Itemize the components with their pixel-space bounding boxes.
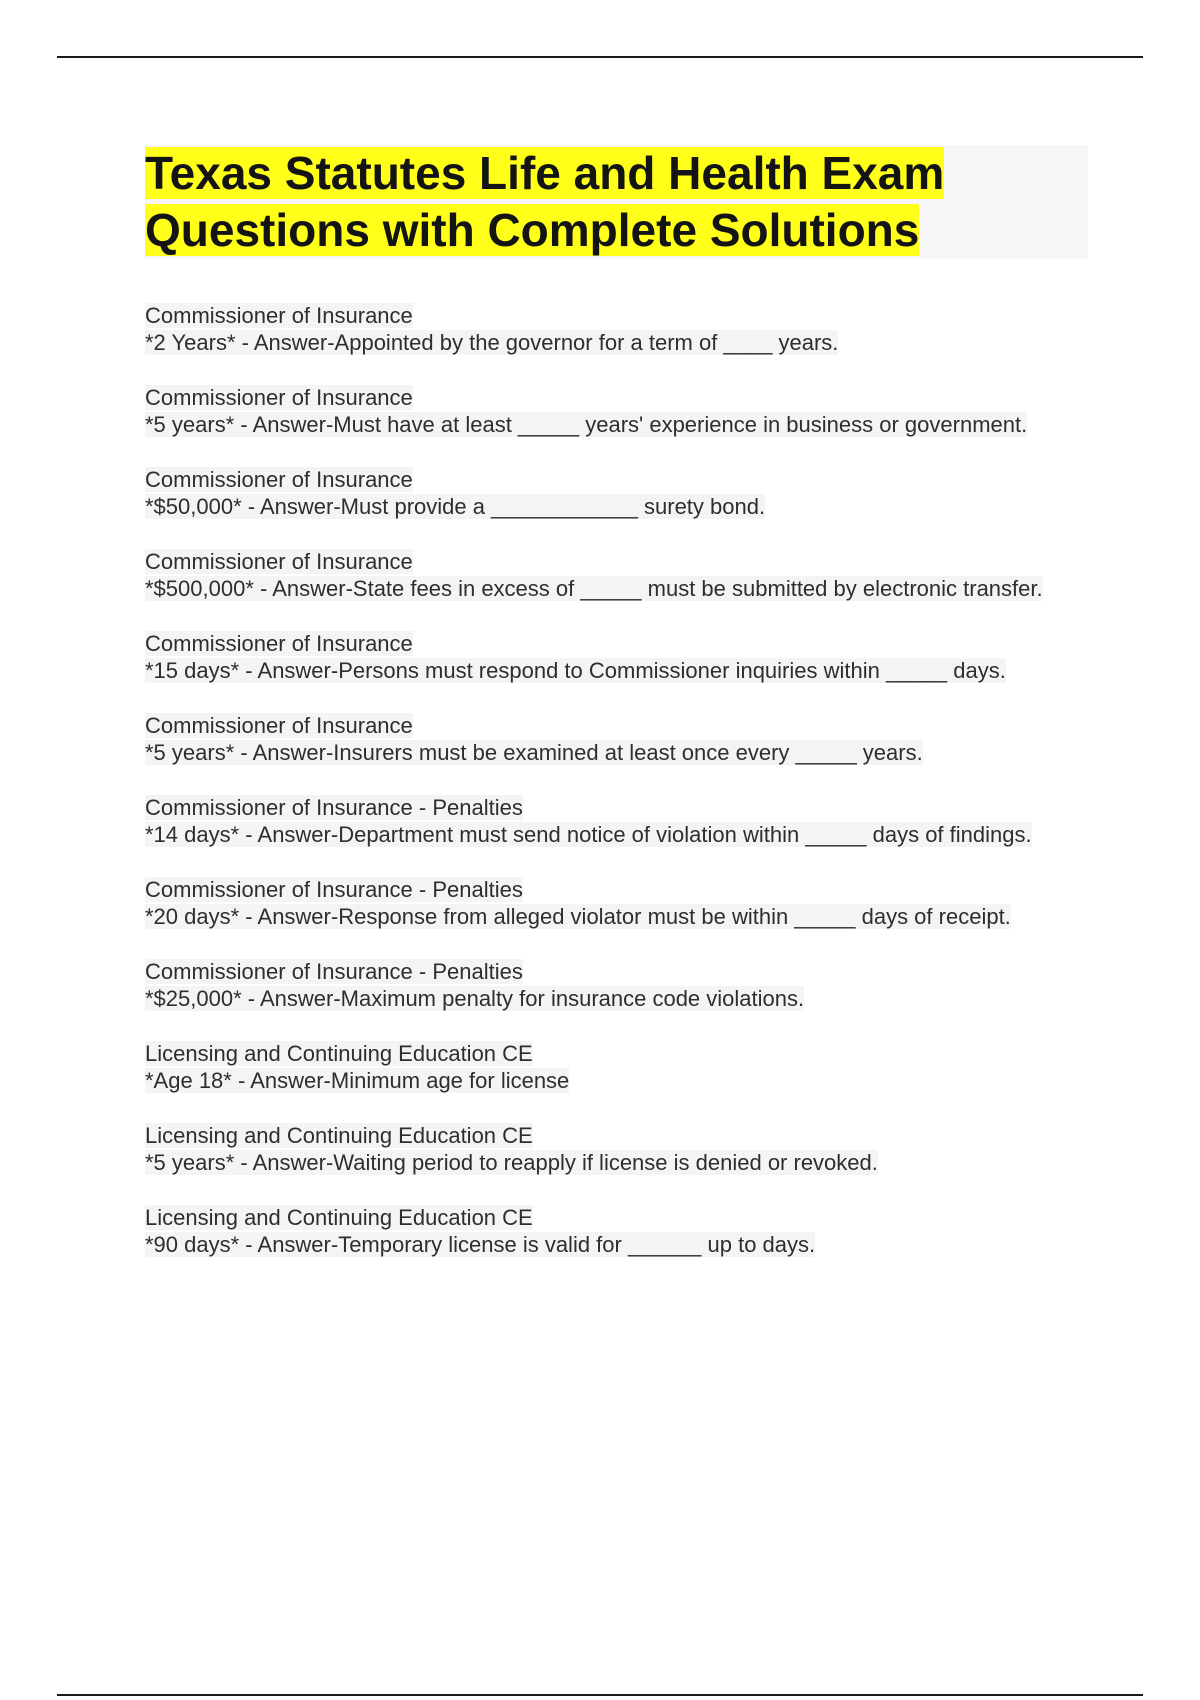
title-line-1: Texas Statutes Life and Health Exam xyxy=(145,147,945,199)
entry-category: Commissioner of Insurance xyxy=(145,303,413,328)
qa-entry xyxy=(145,548,1075,602)
entry-question-answer: *20 days* - Answer-Response from alleged violator must be within _____ days of receipt. xyxy=(145,904,1011,929)
entry-category: Commissioner of Insurance - Penalties xyxy=(145,877,523,902)
entry-category: Commissioner of Insurance xyxy=(145,467,413,492)
entry-question-answer: *15 days* - Answer-Persons must respond to Commissioner inquiries within _____ days. xyxy=(145,658,1006,683)
entry-category: Commissioner of Insurance - Penalties xyxy=(145,959,523,984)
entry-question-answer: *$25,000* - Answer-Maximum penalty for insurance code violations. xyxy=(145,986,805,1011)
qa-entry xyxy=(145,794,1075,848)
top-rule xyxy=(57,56,1143,58)
entry-category: Licensing and Continuing Education CE xyxy=(145,1123,533,1148)
entry-question-answer: *$50,000* - Answer-Must provide a ____________ surety bond. xyxy=(145,494,766,519)
entry-category: Commissioner of Insurance xyxy=(145,631,413,656)
entry-category: Commissioner of Insurance xyxy=(145,713,413,738)
title-line-2: Questions with Complete Solutions xyxy=(145,204,920,256)
entry-question-answer: *90 days* - Answer-Temporary license is valid for ______ up to days. xyxy=(145,1232,816,1257)
entry-question-answer: *5 years* - Answer-Must have at least _____ years' experience in business or government. xyxy=(145,412,1028,437)
qa-entry xyxy=(145,1040,1075,1094)
bottom-rule xyxy=(57,1694,1143,1696)
qa-entry xyxy=(145,466,1075,520)
entry-question-answer: *Age 18* - Answer-Minimum age for license xyxy=(145,1068,570,1093)
entry-category: Licensing and Continuing Education CE xyxy=(145,1205,533,1230)
entry-question-answer: *2 Years* - Answer-Appointed by the governor for a term of ____ years. xyxy=(145,330,839,355)
qa-entry xyxy=(145,630,1075,684)
entry-category: Commissioner of Insurance xyxy=(145,549,413,574)
qa-entry xyxy=(145,1204,1075,1258)
qa-entry xyxy=(145,1122,1075,1176)
qa-list xyxy=(145,302,1075,1286)
qa-entry xyxy=(145,384,1075,438)
entry-question-answer: *$500,000* - Answer-State fees in excess of _____ must be submitted by electronic transfer. xyxy=(145,576,1043,601)
entry-question-answer: *5 years* - Answer-Waiting period to reapply if license is denied or revoked. xyxy=(145,1150,878,1175)
entry-category: Commissioner of Insurance xyxy=(145,385,413,410)
entry-question-answer: *14 days* - Answer-Department must send notice of violation within _____ days of findings. xyxy=(145,822,1032,847)
entry-category: Commissioner of Insurance - Penalties xyxy=(145,795,523,820)
entry-category: Licensing and Continuing Education CE xyxy=(145,1041,533,1066)
qa-entry xyxy=(145,958,1075,1012)
document-title xyxy=(145,145,1088,259)
entry-question-answer: *5 years* - Answer-Insurers must be examined at least once every _____ years. xyxy=(145,740,923,765)
qa-entry xyxy=(145,876,1075,930)
qa-entry xyxy=(145,712,1075,766)
qa-entry xyxy=(145,302,1075,356)
